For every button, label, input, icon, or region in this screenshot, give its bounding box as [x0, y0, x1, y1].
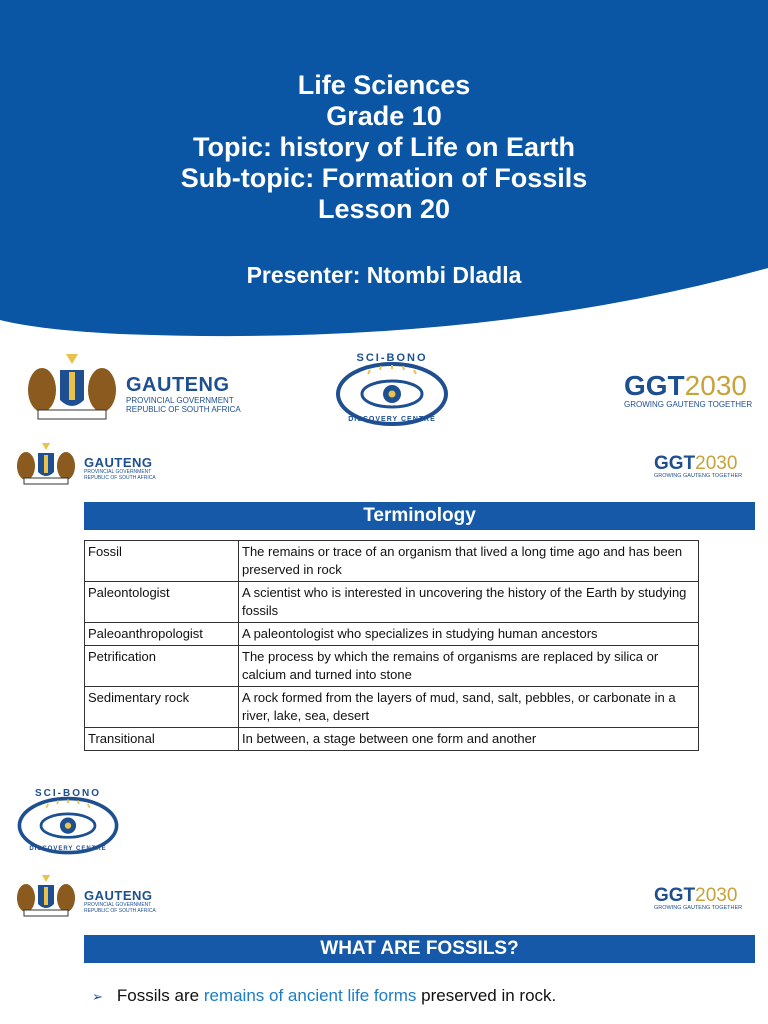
ggt-part2: 2030: [695, 885, 738, 906]
coat-of-arms-icon: [14, 872, 78, 918]
definition-cell: In between, a stage between one form and another: [239, 728, 699, 751]
scibono-bottom-text: DISCOVERY CENTRE: [29, 846, 107, 852]
ggt-part2: 2030: [684, 370, 747, 401]
coat-of-arms-icon: [14, 440, 78, 486]
gauteng-subline-2: REPUBLIC OF SOUTH AFRICA: [126, 404, 241, 414]
gauteng-subline-1: PROVINCIAL GOVERNMENT: [84, 902, 152, 908]
ggt-part1: GGT: [624, 370, 685, 401]
arrow-bullet-icon: ➢: [92, 989, 103, 1004]
definition-cell: The process by which the remains of organisms are replaced by silica or calcium and turned into stone: [239, 646, 699, 687]
ggt2030-wordmark: [624, 372, 764, 400]
ggt2030-logo-small-2: [654, 886, 754, 916]
scibono-top-text: SCI-BONO: [356, 352, 428, 364]
ggt-part1: GGT: [654, 885, 696, 906]
definition-cell: A scientist who is interested in uncovering the history of the Earth by studying fossils: [239, 582, 699, 623]
term-cell: Paleontologist: [85, 582, 239, 623]
table-row: [85, 623, 699, 646]
terminology-heading: Terminology: [84, 502, 755, 530]
bullet-text-start: Fossils are: [116, 986, 204, 1005]
scibono-logo-large: [330, 350, 454, 430]
gauteng-logo-large: [22, 348, 242, 423]
bullet-text-end: preserved in rock.: [416, 986, 557, 1005]
term-cell: Paleoanthropologist: [85, 623, 239, 646]
definition-cell: A rock formed from the layers of mud, sand, salt, pebbles, or carbonate in a river, lake, sea, desert: [239, 687, 699, 728]
term-cell: Sedimentary rock: [85, 687, 239, 728]
term-cell: Petrification: [85, 646, 239, 687]
definition-cell: A paleontologist who specializes in studying human ancestors: [239, 623, 699, 646]
definition-cell: The remains or trace of an organism that lived a long time ago and has been preserved in rock: [239, 541, 699, 582]
presenter-name: Presenter: Ntombi Dladla: [246, 262, 522, 288]
ggt2030-wordmark: [654, 454, 754, 473]
table-row: [85, 541, 699, 582]
table-row: [85, 728, 699, 751]
gauteng-wordmark: GAUTENG: [84, 455, 153, 470]
title-lesson: Lesson 20: [317, 194, 451, 224]
table-row: [85, 646, 699, 687]
gauteng-subline-2: REPUBLIC OF SOUTH AFRICA: [84, 907, 156, 914]
ggt2030-logo-small-1: [654, 454, 754, 484]
ggt-tagline: GROWING GAUTENG TOGETHER: [654, 473, 743, 479]
title-subtopic: Sub-topic: Formation of Fossils: [180, 163, 588, 193]
ggt-part1: GGT: [654, 453, 696, 474]
scibono-top-text: SCI-BONO: [35, 788, 101, 799]
table-row: [85, 582, 699, 623]
table-row: [85, 687, 699, 728]
ggt2030-wordmark: [654, 886, 754, 905]
fossils-heading: WHAT ARE FOSSILS?: [84, 935, 755, 963]
gauteng-subline-1: PROVINCIAL GOVERNMENT: [126, 396, 234, 405]
gauteng-subline-2: REPUBLIC OF SOUTH AFRICA: [84, 474, 156, 481]
terminology-table: [84, 540, 699, 751]
title-subject: Life Sciences: [297, 70, 471, 100]
bullet-text-highlight: remains of ancient life forms: [203, 986, 417, 1005]
ggt-part2: 2030: [695, 453, 738, 474]
gauteng-logo-small-2: [14, 872, 164, 918]
coat-of-arms-icon: [22, 348, 122, 422]
scibono-bottom-text: DISCOVERY CENTRE: [348, 416, 436, 423]
ggt2030-logo-large: [624, 372, 764, 417]
gauteng-wordmark: GAUTENG: [126, 374, 230, 396]
gauteng-logo-small-1: [14, 440, 164, 486]
term-cell: Fossil: [85, 541, 239, 582]
title-topic: Topic: history of Life on Earth: [193, 132, 575, 162]
gauteng-wordmark: GAUTENG: [84, 888, 153, 903]
ggt-tagline: GROWING GAUTENG TOGETHER: [624, 400, 753, 409]
title-hero: [0, 0, 768, 342]
ggt-tagline: GROWING GAUTENG TOGETHER: [654, 905, 743, 911]
title-block: [0, 70, 768, 225]
scibono-logo-medium: [12, 786, 124, 858]
list-item: [92, 986, 556, 1006]
gauteng-subline-1: PROVINCIAL GOVERNMENT: [84, 469, 152, 475]
term-cell: Transitional: [85, 728, 239, 751]
title-grade: Grade 10: [326, 101, 442, 131]
